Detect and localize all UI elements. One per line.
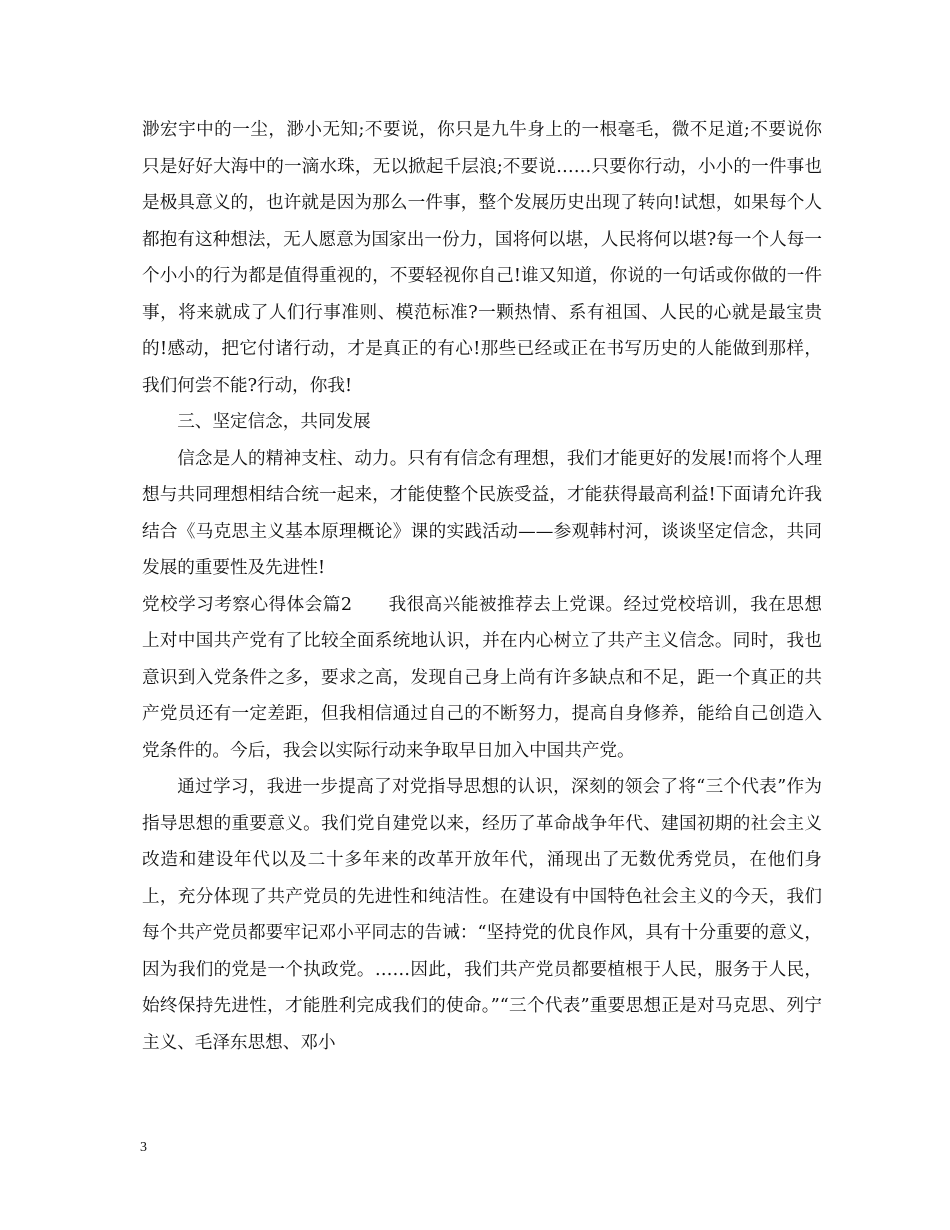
article-lead-text: 我很高兴能被推荐去上党课。经过党校培训，我在思想上对中国共产党有了比较全面系统地认识，并在内心树立了共产主义信念。同时，我也意识到入党条件之多，要求之高，发现自己身上尚有许多缺点和不足，距一个真正的共产党员还有一定差距，但我相信通过自己的不断努力，提高自身修养，能给自己创造入党条件的。今后，我会以实际行动来争取早日加入中国共产党。 xyxy=(142,594,822,761)
section-heading: 三、坚定信念，共同发展 xyxy=(177,412,371,432)
paragraph-continued: 渺宏宇中的一尘，渺小无知;不要说，你只是九牛身上的一根毫毛，微不足道;不要说你只是好好大海中的一滴水珠，无以掀起千层浪;不要说……只要你行动，小小的一件事也是极具意义的，也许就是因为那么一件事，整个发展历史出现了转向!试想，如果每个人都抱有这种想法，无人愿意为国家出一份力，国将何以堪，人民将何以堪?每一个人每一个小小的行为都是值得重视的，不要轻视你自己!谁又知道，你说的一句话或你做的一件事，将来就成了人们行事准则、模范标准?一颗热情、系有祖国、人民的心就是最宝贵的!感动，把它付诸行动，才是真正的有心!那些已经或正在书写历史的人能做到那样，我们何尝不能?行动，你我! xyxy=(142,120,822,396)
paragraph-belief: 信念是人的精神支柱、动力。只有有信念有理想，我们才能更好的发展!而将个人理想与共同理想相结合统一起来，才能使整个民族受益，才能获得最高利益!下面请允许我结合《马克思主义基本原理概论》课的实践活动——参观韩村河，谈谈坚定信念，共同发展的重要性及先进性! xyxy=(142,448,822,578)
article-title: 党校学习考察心得体会篇2 xyxy=(142,594,353,615)
page-number: 3 xyxy=(140,1140,147,1155)
body-text xyxy=(142,112,822,1061)
article-lead-paragraph xyxy=(142,587,822,770)
paragraph-closing: 通过学习，我进一步提高了对党指导思想的认识，深刻的领会了将“三个代表”作为指导思想的重要意义。我们党自建党以来，经历了革命战争年代、建国初期的社会主义改造和建设年代以及二十多年来的改革开放年代，涌现出了无数优秀党员，在他们身上，充分体现了共产党员的先进性和纯洁性。在建设有中国特色社会主义的今天，我们每个共产党员都要牢记邓小平同志的告诫：“坚持党的优良作风，具有十分重要的意义，因为我们的党是一个执政党。……因此，我们共产党员都要植根于人民，服务于人民，始终保持先进性，才能胜利完成我们的使命。”“三个代表”重要思想正是对马克思、列宁主义、毛泽东思想、邓小 xyxy=(142,777,822,1053)
